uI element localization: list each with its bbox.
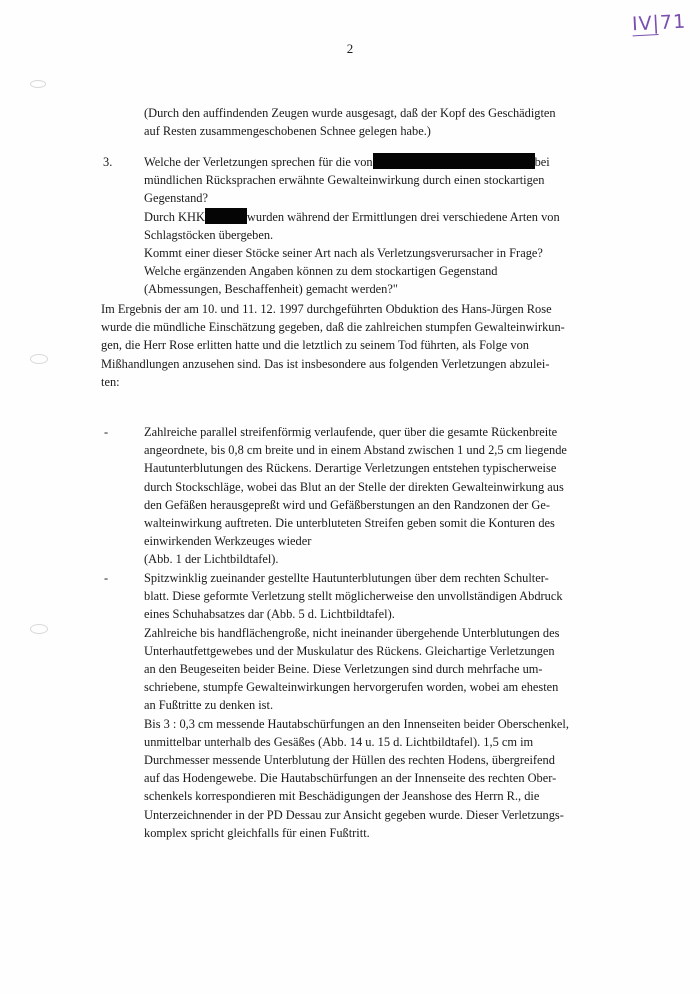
question-line: Gegenstand? [144, 191, 208, 206]
scan-artifact [30, 354, 48, 364]
question-line: Kommt einer dieser Stöcke seiner Art nach als Verletzungsverursacher in Frage? [144, 246, 543, 261]
redaction-bar [205, 208, 247, 224]
bullet-line: Spitzwinklig zueinander gestellte Hautunterblutungen über dem rechten Schulter- [144, 571, 549, 585]
bullet-line: Zahlreiche parallel streifenförmig verlaufende, quer über die gesamte Rückenbreite [144, 425, 558, 439]
question-line: Durch KHK wurden während der Ermittlungen drei verschiedene Arten von [144, 209, 560, 224]
bullet-line: den Gefäßen herausgepreßt wird und Gefäßberstungen an den Randzonen der Ge- [144, 497, 550, 512]
bullet-line: auf das Hodengewebe. Die Hautabschürfungen an der Innenseite des rechten Ober- [144, 771, 557, 786]
paragraph-line: ten: [101, 374, 120, 389]
bullet-line: an den Beugeseiten beider Beine. Diese Verletzungen sind durch mehrfache um- [144, 662, 543, 677]
bullet-line: an Fußtritte zu denken ist. [144, 698, 274, 713]
bullet-line: Bis 3 : 0,3 cm messende Hautabschürfungen an den Innenseiten beider Oberschenkel, [144, 716, 569, 731]
question-line: Welche ergänzenden Angaben können zu dem stockartigen Gegenstand [144, 264, 498, 279]
bullet-line: blatt. Diese geformte Verletzung stellt möglicherweise den unvollständigen Abdruck [144, 589, 563, 604]
bullet-line: angeordnete, bis 0,8 cm breite und in einem Abstand zwischen 1 und 2,5 cm liegende [144, 443, 567, 458]
intro-quote [144, 104, 644, 140]
bullet-line: komplex spricht gleichfalls für einen Fußtritt. [144, 825, 370, 840]
findings-paragraph [101, 300, 641, 391]
question-line: mündlichen Rücksprachen erwähnte Gewalteinwirkung durch einen stockartigen [144, 173, 545, 188]
bullet-dash: - [104, 571, 109, 585]
paragraph-line: gen, die Herr Rose erlitten hatte und die letztlich zu seinem Tod führten, als Folge von [101, 338, 529, 353]
bullet-line: durch Stockschläge, wobei das Blut an der Stelle der direkten Gewalteinwirkung aus [144, 479, 564, 494]
bullet-line: Hautunterblutungen des Rückens. Derartige Verletzungen entstehen typischerweise [144, 461, 557, 476]
bullet-line: Durchmesser messende Unterblutung der Hüllen des rechten Hodens, übergreifend [144, 753, 555, 768]
bullet-body [144, 569, 644, 842]
paragraph-line: wurde die mündliche Einschätzung gegeben, daß die zahlreichen stumpfen Gewalteinwirkun- [101, 320, 565, 335]
bullet-line: einwirkenden Werkzeuges wieder [144, 534, 312, 549]
redaction-bar [373, 153, 535, 169]
page-number: 2 [346, 41, 354, 56]
bullet-line: Unterzeichnender in der PD Dessau zur Ansicht gegeben wurde. Dieser Verletzungs- [144, 807, 564, 822]
scan-artifact [30, 80, 46, 88]
scan-artifact [30, 624, 48, 634]
question-line: Welche der Verletzungen sprechen für die von bei [144, 155, 550, 169]
quote-line: auf Resten zusammengeschobenen Schnee gelegen habe.) [144, 124, 431, 139]
bullet-line: eines Schuhabsatzes dar (Abb. 5 d. Lichtbildtafel). [144, 607, 395, 622]
bullet-line: unmittelbar unterhalb des Gesäßes (Abb. 14 u. 15 d. Lichtbildtafel). 1,5 cm im [144, 734, 534, 749]
bullet-body [144, 423, 644, 569]
bullet-line: Unterhautfettgewebes und der Muskulatur des Rückens. Gleichartige Verletzungen [144, 643, 555, 658]
question-line: (Abmessungen, Beschaffenheit) gemacht werden?" [144, 282, 398, 297]
bullet-line: walteinwirkung auftreten. Die unterbluteten Streifen geben somit die Konturen des [144, 516, 555, 531]
question-number: 3. [103, 155, 113, 169]
quote-line: (Durch den auffindenden Zeugen wurde ausgesagt, daß der Kopf des Geschädigten [144, 106, 556, 120]
question-line: Schlagstöcken übergeben. [144, 227, 274, 242]
paragraph-line: Mißhandlungen anzusehen sind. Das ist insbesondere aus folgenden Verletzungen abzulei- [101, 356, 550, 371]
bullet-dash: - [104, 425, 109, 439]
bullet-line: (Abb. 1 der Lichtbildtafel). [144, 552, 279, 567]
paragraph-line: Im Ergebnis der am 10. und 11. 12. 1997 durchgeführten Obduktion des Hans-Jürgen Rose [101, 302, 552, 316]
question-body [144, 153, 644, 299]
handwritten-page-annotation: IV|71 [631, 10, 687, 36]
bullet-line: schenkels korrespondieren mit Beschädigungen der Jeanshose des Herrn R., die [144, 789, 540, 804]
bullet-line: Zahlreiche bis handflächengroße, nicht ineinander übergehende Unterblutungen des [144, 625, 560, 640]
bullet-line: schriebene, stumpfe Gewalteinwirkungen hervorgerufen worden, wobei am ehesten [144, 680, 559, 695]
